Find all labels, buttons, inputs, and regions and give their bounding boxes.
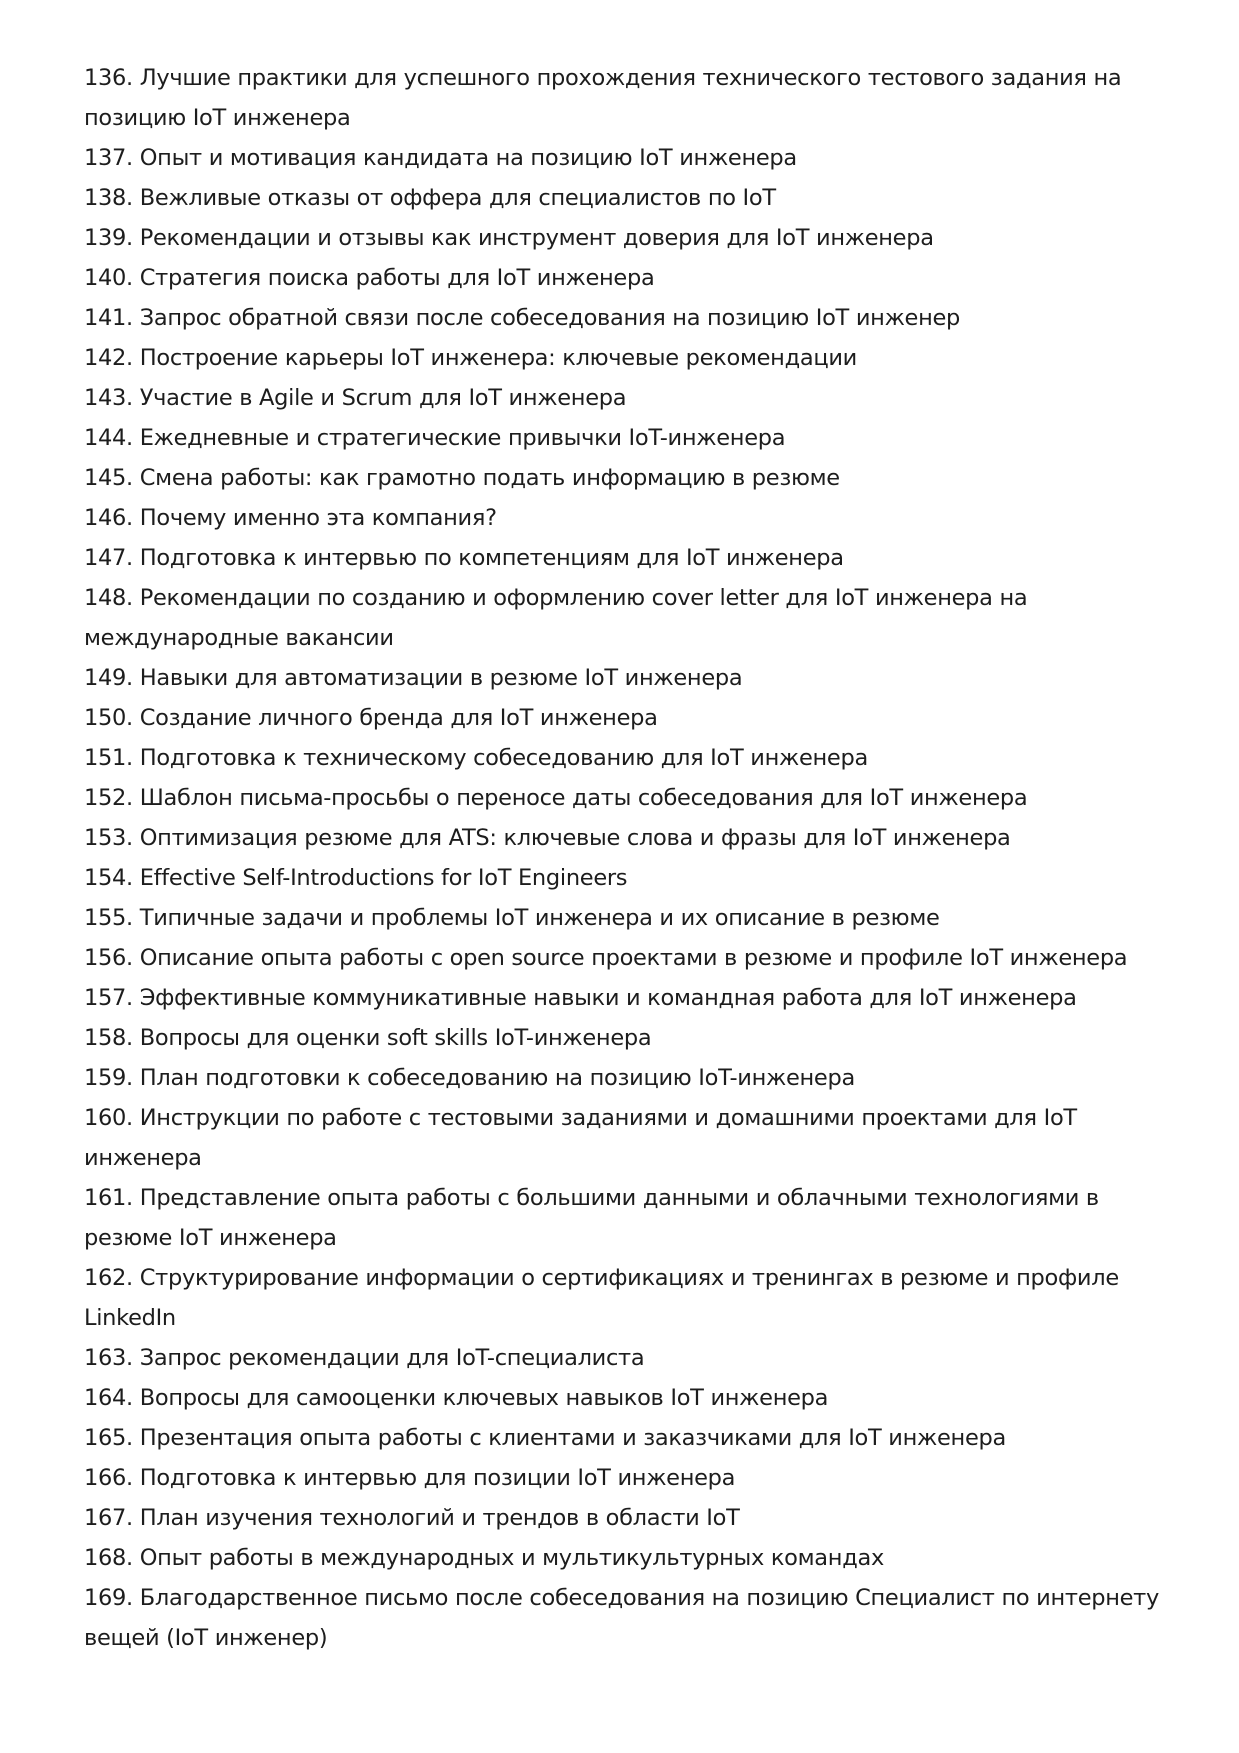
- list-item: 157. Эффективные коммуникативные навыки и командная работа для IoT инженера: [84, 985, 1077, 1011]
- list-item: 137. Опыт и мотивация кандидата на позицию IoT инженера: [84, 145, 797, 171]
- list-item: 165. Презентация опыта работы с клиентами и заказчиками для IoT инженера: [84, 1425, 1006, 1451]
- list-item: 150. Создание личного бренда для IoT инженера: [84, 705, 658, 731]
- list-item: 155. Типичные задачи и проблемы IoT инженера и их описание в резюме: [84, 905, 940, 931]
- list-item: 167. План изучения технологий и трендов в области IoT: [84, 1505, 740, 1531]
- document-page: [84, 58, 1164, 1658]
- list-item: 138. Вежливые отказы от оффера для специалистов по IoT: [84, 185, 776, 211]
- list-item: 169. Благодарственное письмо после собеседования на позицию Специалист по интернету вещей (IoT инженер): [84, 1585, 1160, 1651]
- list-item: 140. Стратегия поиска работы для IoT инженера: [84, 265, 655, 291]
- list-item: 168. Опыт работы в международных и мультикультурных командах: [84, 1545, 884, 1571]
- list-item: 154. Effective Self-Introductions for IoT Engineers: [84, 865, 628, 891]
- list-item: 158. Вопросы для оценки soft skills IoT-инженера: [84, 1025, 652, 1051]
- list-item: 136. Лучшие практики для успешного прохождения технического тестового задания на позицию IoT инженера: [84, 65, 1122, 131]
- list-item: 159. План подготовки к собеседованию на позицию IoT-инженера: [84, 1065, 855, 1091]
- list-item: 146. Почему именно эта компания?: [84, 505, 497, 531]
- list-item: 149. Навыки для автоматизации в резюме IoT инженера: [84, 665, 743, 691]
- list-item: 144. Ежедневные и стратегические привычки IoT-инженера: [84, 425, 786, 451]
- list-item: 145. Смена работы: как грамотно подать информацию в резюме: [84, 465, 840, 491]
- list-item: 142. Построение карьеры IoT инженера: ключевые рекомендации: [84, 345, 857, 371]
- list-item: 160. Инструкции по работе с тестовыми заданиями и домашними проектами для IoT инженера: [84, 1105, 1077, 1171]
- list-item: 143. Участие в Agile и Scrum для IoT инженера: [84, 385, 627, 411]
- list-item: 147. Подготовка к интервью по компетенциям для IoT инженера: [84, 545, 844, 571]
- list-item: 151. Подготовка к техническому собеседованию для IoT инженера: [84, 745, 868, 771]
- list-item: 153. Оптимизация резюме для ATS: ключевые слова и фразы для IoT инженера: [84, 825, 1011, 851]
- list-item: 163. Запрос рекомендации для IoT-специалиста: [84, 1345, 645, 1371]
- list-item: 164. Вопросы для самооценки ключевых навыков IoT инженера: [84, 1385, 829, 1411]
- list-item: 148. Рекомендации по созданию и оформлению cover letter для IoT инженера на международные вакансии: [84, 585, 1028, 651]
- list-item: 161. Представление опыта работы с большими данными и облачными технологиями в резюме IoT инженера: [84, 1185, 1099, 1251]
- list-item: 152. Шаблон письма-просьбы о переносе даты собеседования для IoT инженера: [84, 785, 1028, 811]
- list-item: 139. Рекомендации и отзывы как инструмент доверия для IoT инженера: [84, 225, 934, 251]
- list-item: 162. Структурирование информации о сертификациях и тренингах в резюме и профиле LinkedIn: [84, 1265, 1119, 1331]
- list-item: 141. Запрос обратной связи после собеседования на позицию IoT инженер: [84, 305, 961, 331]
- list-item: 156. Описание опыта работы с open source проектами в резюме и профиле IoT инженера: [84, 945, 1128, 971]
- list-item: 166. Подготовка к интервью для позиции IoT инженера: [84, 1465, 736, 1491]
